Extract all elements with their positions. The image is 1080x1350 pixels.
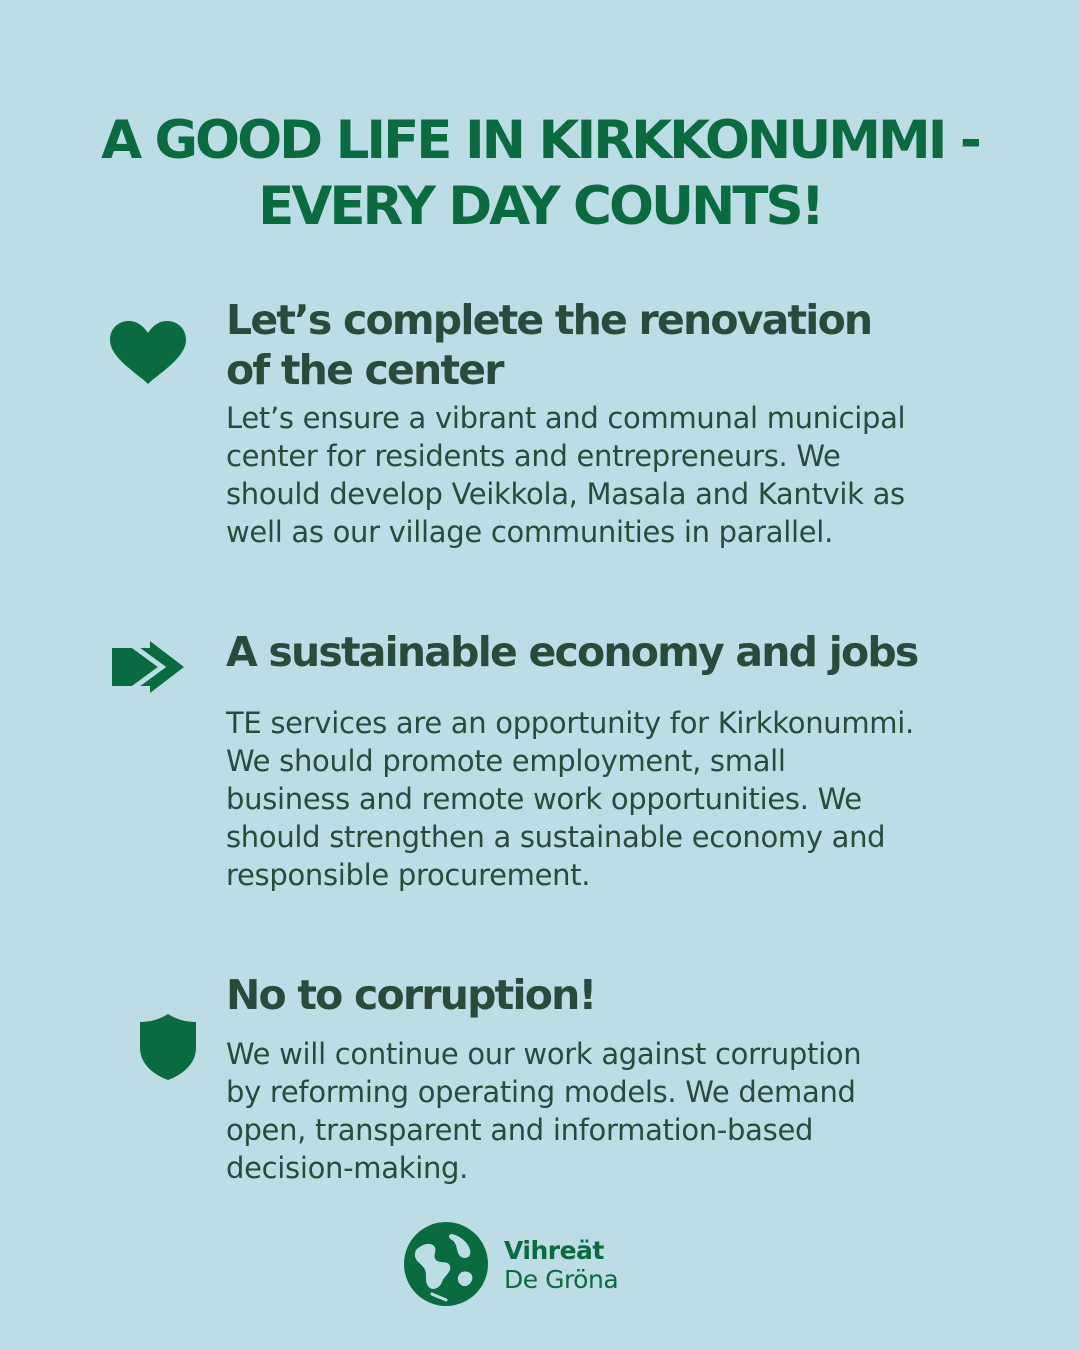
logo-name-fi: Vihreät xyxy=(504,1236,604,1265)
section-title: A sustainable economy and jobs xyxy=(226,628,918,676)
headline-line-1: A GOOD LIFE IN KIRKKONUMMI - xyxy=(101,110,979,171)
shield-icon xyxy=(138,1012,198,1082)
section-title: No to corruption! xyxy=(226,971,596,1019)
section-body: TE services are an opportunity for Kirkkonummi. We should promote employment, small business and remote work opportunities. We should strengthen a sustainable economy and responsible procurement. xyxy=(226,706,914,892)
section-body: We will continue our work against corruption by reforming operating models. We demand open, transparent and information-based decision-making. xyxy=(226,1037,862,1185)
party-logo xyxy=(402,1220,662,1310)
globe-icon xyxy=(402,1220,490,1308)
page-headline xyxy=(40,108,1040,240)
double-arrow-icon xyxy=(110,641,186,693)
section-body: Let’s ensure a vibrant and communal municipal center for residents and entrepreneurs. We should develop Veikkola, Masala and Kantvik as well as our village communities in parallel. xyxy=(226,401,906,549)
logo-name-sv: De Gröna xyxy=(504,1265,619,1294)
section-title: Let’s complete the renovation of the center xyxy=(226,296,872,394)
heart-icon xyxy=(108,320,188,386)
headline-line-2: EVERY DAY COUNTS! xyxy=(258,176,822,237)
